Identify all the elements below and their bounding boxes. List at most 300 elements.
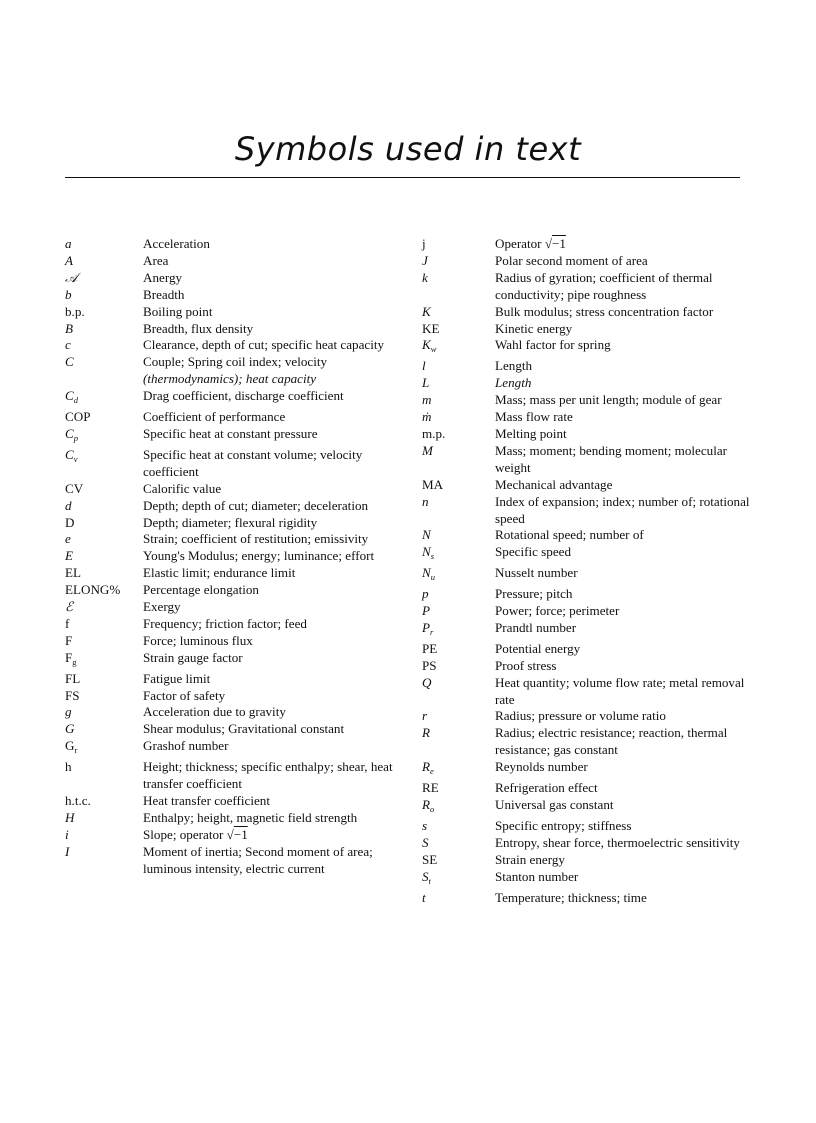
symbol-entry: [65, 738, 395, 759]
symbol: [65, 270, 143, 287]
symbol-letter: A: [65, 252, 73, 268]
symbol: [65, 321, 143, 338]
symbol-description: [143, 721, 395, 738]
symbol-letter: F: [65, 632, 73, 648]
symbol-letter: b: [65, 286, 72, 302]
symbol-description: [143, 650, 395, 667]
symbol-subscript: u: [430, 572, 435, 583]
sqrt-radicand: −1: [233, 826, 248, 842]
symbol-description: [143, 688, 395, 705]
symbol-letter: R: [422, 725, 430, 741]
symbol-entry: [422, 565, 752, 586]
symbol: [65, 531, 143, 548]
description-text: Reynolds number: [495, 759, 588, 775]
page-title: Symbols used in text: [234, 130, 582, 168]
symbol-description: [143, 599, 395, 616]
symbol-letter: P: [422, 603, 430, 619]
symbol-description: [143, 793, 395, 810]
description-text: Enthalpy; height, magnetic field strength: [143, 809, 358, 825]
description-text: Temperature; thickness; time: [495, 889, 647, 905]
symbol-subscript: v: [73, 453, 78, 464]
symbol: [422, 797, 495, 818]
symbol: [422, 835, 495, 852]
symbol-letter: C: [65, 354, 74, 370]
symbol-entry: [65, 565, 395, 582]
symbol-description: [143, 236, 395, 253]
symbol: [65, 759, 143, 776]
symbol-description: [495, 780, 752, 797]
symbol-letter: I: [65, 843, 70, 859]
description-text: Breadth: [143, 286, 185, 302]
symbol-description: [143, 616, 395, 633]
symbol: [65, 793, 143, 810]
symbol-letter: G: [65, 721, 75, 737]
symbol-letter: R: [422, 759, 430, 775]
symbol: [422, 375, 495, 392]
description-text: Strain; coefficient of restitution; emissivity: [143, 531, 369, 547]
symbol-letter: f: [65, 615, 70, 631]
symbol-description: [495, 565, 752, 582]
symbol-subscript: r: [430, 626, 434, 637]
symbol: [65, 236, 143, 253]
symbol-description: [143, 287, 395, 304]
symbol: [422, 675, 495, 692]
symbol-entry: [65, 704, 395, 721]
symbol-entry: [65, 599, 395, 616]
symbol: [422, 426, 495, 443]
symbol: [65, 599, 143, 616]
symbol-letter: ℰ: [65, 599, 73, 615]
symbol-description: [495, 675, 752, 709]
symbol-description: [495, 236, 752, 253]
symbol-description: [143, 531, 395, 548]
description-text: Force; luminous flux: [143, 632, 253, 648]
symbol-description: [143, 565, 395, 582]
symbol-description: [495, 797, 752, 814]
description-text: Fatigue limit: [143, 670, 211, 686]
description-text: Mass; moment; bending moment; molecular weight: [495, 442, 728, 475]
symbol-entry: [422, 759, 752, 780]
symbol-letter: i: [65, 826, 69, 842]
symbol: [65, 721, 143, 738]
symbol-letter: KE: [422, 320, 440, 336]
symbol-description: [143, 304, 395, 321]
description-text: Strain gauge factor: [143, 649, 243, 665]
symbol-entry: [65, 515, 395, 532]
symbol-entry: [65, 253, 395, 270]
symbol: [65, 498, 143, 515]
symbol-subscript: r: [74, 745, 78, 756]
symbol-description: [143, 447, 395, 481]
symbol-entry: [65, 548, 395, 565]
symbol-entry: [422, 426, 752, 443]
symbol-letter: R: [422, 797, 430, 812]
description-text: Boiling point: [143, 303, 213, 319]
symbol-description: [143, 827, 395, 844]
symbol-description: [495, 321, 752, 338]
symbol: [65, 287, 143, 304]
symbol-entry: [65, 616, 395, 633]
symbol-description: [495, 641, 752, 658]
description-text: Drag coefficient, discharge coefficient: [143, 388, 344, 404]
symbol-description: [143, 498, 395, 515]
symbol-letter: N: [422, 565, 431, 581]
symbol-entry: [65, 827, 395, 844]
symbol-letter: H: [65, 809, 75, 825]
symbol-entry: [422, 852, 752, 869]
symbol: [65, 304, 143, 321]
symbol-entry: [65, 481, 395, 498]
symbol-description: [143, 337, 395, 354]
description-text: Acceleration due to gravity: [143, 704, 286, 720]
symbol: [65, 253, 143, 270]
description-text: Power; force; perimeter: [495, 603, 620, 619]
symbol-entry: [422, 304, 752, 321]
symbol-entry: [422, 392, 752, 409]
description-text: Heat quantity; volume flow rate; metal removal rate: [495, 674, 745, 707]
symbol: [422, 708, 495, 725]
symbol-description: [143, 633, 395, 650]
symbol-letter: b.p.: [65, 303, 85, 319]
symbol-entry: [65, 582, 395, 599]
symbol: [422, 544, 495, 565]
symbol-description: [143, 270, 395, 287]
symbol-entry: [422, 658, 752, 675]
symbol-description: [495, 544, 752, 561]
symbol-letter: c: [65, 337, 71, 353]
symbol: [65, 409, 143, 426]
symbol-entry: [422, 675, 752, 709]
symbol-description: [143, 582, 395, 599]
symbol-subscript: d: [73, 395, 78, 406]
symbol-entry: [422, 253, 752, 270]
symbol-letter: FS: [65, 687, 80, 703]
symbol-letter: P: [422, 619, 430, 635]
symbol-entry: [65, 531, 395, 548]
symbol-letter: h: [65, 759, 72, 775]
description-text: Polar second moment of area: [495, 252, 648, 268]
description-text: Length: [495, 358, 533, 374]
symbol: [422, 586, 495, 603]
symbol-description: [143, 481, 395, 498]
symbol-subscript: w: [430, 344, 437, 355]
symbol: [422, 641, 495, 658]
symbol-description: [495, 852, 752, 869]
symbol-letter: m.p.: [422, 425, 446, 441]
description-text: Refrigeration effect: [495, 780, 598, 796]
symbol: [65, 388, 143, 409]
symbol-entry: [422, 544, 752, 565]
symbol-letter: N: [422, 544, 431, 560]
description-text: Specific speed: [495, 544, 571, 560]
symbol-letter: d: [65, 497, 72, 513]
symbol-letter: FL: [65, 670, 81, 686]
symbol-entry: [422, 527, 752, 544]
symbol-letter: C: [65, 388, 74, 404]
symbol-description: [495, 586, 752, 603]
symbol: [65, 704, 143, 721]
symbol-description: [495, 818, 752, 835]
symbol-description: [495, 890, 752, 907]
symbol-description: [143, 704, 395, 721]
symbol-letter: a: [65, 236, 72, 251]
symbol: [65, 688, 143, 705]
symbol-letter: K: [422, 303, 431, 319]
symbol-description: [495, 358, 752, 375]
symbol-letter: k: [422, 269, 428, 285]
symbol-letter: PS: [422, 657, 437, 673]
symbol-entry: [422, 586, 752, 603]
symbol-entry: [65, 633, 395, 650]
symbol-entry: [422, 641, 752, 658]
symbol: [422, 890, 495, 907]
symbol-entry: [65, 447, 395, 481]
symbol-entry: [422, 375, 752, 392]
symbol-entry: [422, 835, 752, 852]
symbol-entry: [422, 797, 752, 818]
symbol-entry: [65, 793, 395, 810]
symbol: [422, 620, 495, 641]
description-text: Index of expansion; index; number of; rotational speed: [495, 493, 750, 526]
symbol-description: [143, 759, 395, 793]
symbol-description: [495, 443, 752, 477]
symbol: [422, 759, 495, 780]
description-text: Wahl factor for spring: [495, 337, 611, 353]
symbol-subscript: s: [430, 551, 435, 562]
symbol-letter: h.t.c.: [65, 793, 91, 808]
description-text: Specific heat at constant pressure: [143, 425, 318, 441]
description-text: Specific entropy; stiffness: [495, 817, 632, 833]
symbol-entry: [65, 287, 395, 304]
symbol-letter: E: [65, 548, 73, 564]
symbol-entry: [65, 354, 395, 388]
symbol-entry: [65, 236, 395, 253]
symbol-entry: [65, 270, 395, 287]
description-text: Mass flow rate: [495, 409, 573, 425]
symbol-letter: n: [422, 493, 429, 509]
description-text: Factor of safety: [143, 687, 226, 703]
symbol-entry: [422, 477, 752, 494]
symbol: [422, 337, 495, 358]
symbol-letter: L: [422, 375, 430, 391]
symbol-letter: j: [422, 236, 426, 251]
symbol: [65, 447, 143, 468]
symbol-entry: [422, 818, 752, 835]
symbol-description: [143, 844, 395, 878]
symbol-entry: [422, 443, 752, 477]
symbol-description: [143, 810, 395, 827]
description-text: Anergy: [143, 269, 183, 285]
symbol: [65, 827, 143, 844]
symbol-entry: [65, 304, 395, 321]
symbol-entry: [422, 603, 752, 620]
symbol-letter: PE: [422, 640, 438, 656]
symbol-entry: [422, 236, 752, 253]
description-text: Universal gas constant: [495, 797, 614, 812]
symbol-description: [143, 426, 395, 443]
symbol-description: [495, 337, 752, 354]
description-text: Operator: [495, 236, 542, 251]
symbol: [422, 603, 495, 620]
symbol-entry: [422, 321, 752, 338]
description-text: Kinetic energy: [495, 320, 573, 336]
symbol: [422, 818, 495, 835]
symbols-column-left: [65, 236, 395, 878]
description-text: Rotational speed; number of: [495, 527, 644, 543]
symbol: [65, 337, 143, 354]
symbol-letter: S: [422, 868, 429, 884]
symbol: [65, 738, 143, 759]
description-text: Coefficient of performance: [143, 409, 286, 425]
symbol-description: [143, 354, 395, 388]
symbol: [422, 443, 495, 460]
symbol-entry: [65, 498, 395, 515]
description-text: Depth; depth of cut; diameter; deceleration: [143, 497, 369, 513]
symbol: [422, 409, 495, 426]
symbol-description: [495, 494, 752, 528]
symbol-subscript: t: [428, 875, 431, 886]
symbol-letter: G: [65, 738, 75, 754]
symbol-entry: [65, 650, 395, 671]
symbol: [422, 304, 495, 321]
sqrt-icon: √: [544, 236, 553, 251]
symbol-description: [495, 477, 752, 494]
description-text: Heat transfer coefficient: [143, 793, 270, 808]
description-text: Strain energy: [495, 851, 565, 867]
symbol: [65, 565, 143, 582]
description-text: Grashof number: [143, 738, 229, 754]
symbol-letter: M: [422, 442, 433, 458]
symbol-letter: C: [65, 425, 74, 441]
symbol-letter: s: [422, 817, 428, 833]
symbol-description: [495, 658, 752, 675]
symbol: [422, 477, 495, 494]
description-italic: Length: [495, 375, 532, 391]
symbol-letter: Q: [422, 674, 432, 690]
symbol-letter: m: [422, 392, 432, 408]
sqrt-icon: √: [226, 826, 234, 842]
symbol-entry: [422, 708, 752, 725]
symbol-letter: N: [422, 527, 431, 543]
symbol-letter: F: [65, 649, 73, 665]
symbol: [65, 810, 143, 827]
description-text: Bulk modulus; stress concentration factor: [495, 303, 714, 319]
symbol-entry: [422, 337, 752, 358]
symbol-entry: [65, 759, 395, 793]
symbol-description: [143, 388, 395, 405]
symbol: [422, 494, 495, 511]
description-text: Potential energy: [495, 640, 581, 656]
symbol-letter: CV: [65, 480, 84, 496]
symbol-description: [143, 515, 395, 532]
symbol-description: [495, 392, 752, 409]
symbol: [422, 236, 495, 253]
description-text: Depth; diameter; flexural rigidity: [143, 514, 318, 530]
sqrt-radicand: −1: [552, 236, 566, 251]
description-text: Exergy: [143, 599, 181, 615]
symbol: [65, 650, 143, 671]
symbol-entry: [65, 671, 395, 688]
description-text: Radius; pressure or volume ratio: [495, 708, 666, 724]
description-text: Frequency; friction factor; feed: [143, 615, 307, 631]
symbol-description: [143, 253, 395, 270]
description-text: Young's Modulus; energy; luminance; effort: [143, 548, 375, 564]
symbol-letter: r: [422, 708, 428, 724]
symbol-letter: K: [422, 337, 431, 353]
symbol-letter: D: [65, 514, 75, 530]
symbol-description: [495, 759, 752, 776]
description-text: Elastic limit; endurance limit: [143, 565, 296, 581]
symbol: [422, 392, 495, 409]
description-text: Proof stress: [495, 657, 557, 673]
symbol-entry: [65, 388, 395, 409]
symbol-letter: ELONG%: [65, 582, 121, 598]
symbol: [422, 869, 495, 890]
symbol-entry: [65, 810, 395, 827]
description-text: Pressure; pitch: [495, 586, 573, 602]
symbol-description: [495, 270, 752, 304]
description-text: Breadth, flux density: [143, 320, 254, 336]
symbol: [65, 515, 143, 532]
symbol: [422, 852, 495, 869]
symbol-entry: [65, 409, 395, 426]
symbol: [65, 633, 143, 650]
description-text: Radius of gyration; coefficient of thermal conductivity; pipe roughness: [495, 269, 713, 302]
symbol: [422, 725, 495, 742]
symbol-description: [495, 527, 752, 544]
symbol-letter: ṁ: [422, 409, 432, 425]
description-text: Stanton number: [495, 868, 579, 884]
description-text: Area: [143, 252, 169, 268]
symbol-entry: [422, 725, 752, 759]
symbol-entry: [65, 721, 395, 738]
symbol-entry: [65, 688, 395, 705]
symbol-letter: l: [422, 358, 426, 374]
symbol-description: [143, 738, 395, 755]
symbol: [422, 358, 495, 375]
symbol-entry: [422, 494, 752, 528]
description-text: Mass; mass per unit length; module of gear: [495, 392, 722, 408]
symbol: [65, 616, 143, 633]
title-rule: [65, 177, 740, 178]
symbol: [422, 780, 495, 797]
symbol: [65, 582, 143, 599]
symbol-description: [495, 835, 752, 852]
symbol-entry: [65, 337, 395, 354]
symbol-letter: J: [422, 252, 428, 268]
description-text: Acceleration: [143, 236, 210, 251]
symbol-entry: [422, 890, 752, 907]
symbol-letter: RE: [422, 780, 439, 796]
symbol-subscript: g: [72, 656, 77, 667]
symbol-description: [495, 304, 752, 321]
description-text: Mechanical advantage: [495, 476, 613, 492]
description-text: Melting point: [495, 425, 567, 441]
symbol-description: [495, 869, 752, 886]
description-text: Radius; electric resistance; reaction, thermal resistance; gas constant: [495, 725, 728, 758]
description-text: Nusselt number: [495, 565, 578, 581]
symbol-description: [143, 409, 395, 426]
symbol-description: [495, 426, 752, 443]
symbol: [422, 527, 495, 544]
symbol-letter: COP: [65, 409, 91, 425]
symbol-letter: MA: [422, 476, 444, 492]
symbol: [65, 671, 143, 688]
symbol-entry: [65, 426, 395, 447]
symbol-entry: [422, 780, 752, 797]
symbol-description: [495, 253, 752, 270]
symbol-description: [495, 603, 752, 620]
